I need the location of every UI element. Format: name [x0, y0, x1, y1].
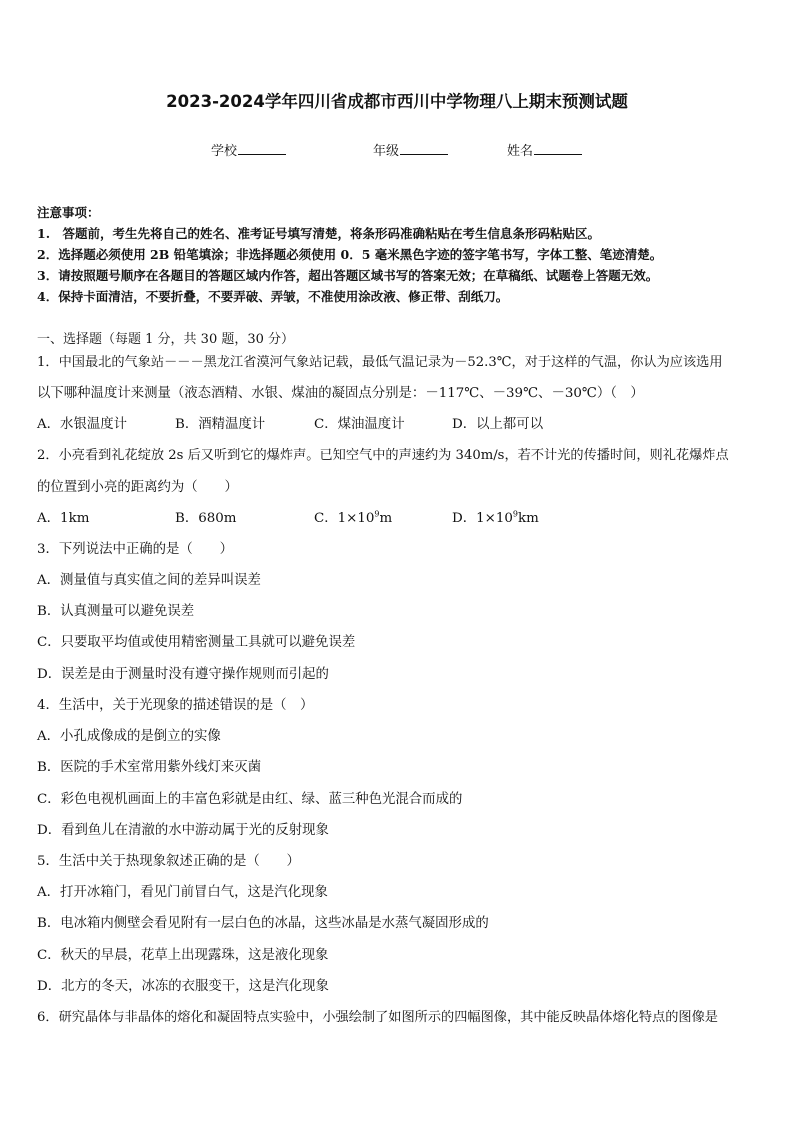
- question-5-option-b: B．电冰箱内侧壁会看见附有一层白色的冰晶，这些冰晶是水蒸气凝固形成的: [37, 916, 489, 931]
- question-6-stem: 6．研究晶体与非晶体的熔化和凝固特点实验中，小强绘制了如图所示的四幅图像，其中能反映晶体熔化特点的图像是: [37, 1010, 718, 1025]
- question-4-option-b: B．医院的手术室常用紫外线灯来灭菌: [37, 760, 262, 775]
- question-3-option-d: D．误差是由于测量时没有遵守操作规则而引起的: [37, 667, 329, 682]
- question-5-stem: 5．生活中关于热现象叙述正确的是（ ）: [37, 854, 300, 869]
- notice-title: 注意事项：: [37, 205, 100, 220]
- option-c-exponent: 9: [374, 509, 380, 519]
- notice-item: 1. 答题前，考生先将自己的姓名、准考证号填写清楚，将条形码准确粘贴在考生信息条形码粘贴区。: [37, 226, 601, 241]
- question-3-option-c: C．只要取平均值或使用精密测量工具就可以避免误差: [37, 635, 356, 650]
- grade-blank[interactable]: [400, 141, 448, 155]
- question-1-option-a: A．水银温度计: [37, 417, 128, 432]
- question-3-option-a: A．测量值与真实值之间的差异叫误差: [37, 573, 261, 588]
- option-c-unit: m: [379, 511, 393, 526]
- question-1-option-c: C．煤油温度计: [314, 417, 405, 432]
- section-title: 一、选择题（每题 1 分，共 30 题，30 分）: [37, 332, 295, 347]
- question-1-option-b: B．酒精温度计: [175, 417, 266, 432]
- question-5-option-c: C．秋天的早晨，花草上出现露珠，这是液化现象: [37, 948, 329, 963]
- school-label: 学校: [211, 144, 238, 159]
- option-c-base: C．1×10: [314, 511, 375, 526]
- question-2-option-c: [314, 510, 392, 528]
- question-3-stem: 3．下列说法中正确的是（ ）: [37, 542, 233, 557]
- question-4-option-d: D．看到鱼儿在清澈的水中游动属于光的反射现象: [37, 823, 329, 838]
- question-2-option-d: [452, 510, 539, 528]
- name-blank[interactable]: [534, 141, 582, 155]
- school-field[interactable]: [211, 140, 286, 159]
- name-field[interactable]: [507, 140, 582, 159]
- grade-field[interactable]: [373, 140, 448, 159]
- name-label: 姓名: [507, 144, 534, 159]
- question-1-stem-line2: 以下哪种温度计来测量（液态酒精、水银、煤油的凝固点分别是：－117℃、－39℃、－30℃）（ ）: [37, 386, 644, 401]
- grade-label: 年级: [373, 144, 400, 159]
- question-1-stem-line1: 1．中国最北的气象站－－－黑龙江省漠河气象站记载，最低气温记录为－52.3℃，对于这样的气温，你认为应该选用: [37, 355, 723, 370]
- student-info-fields: [0, 140, 794, 160]
- notice-item: 2．选择题必须使用 2B 铅笔填涂；非选择题必须使用 0．5 毫米黑色字迹的签字笔书写，字体工整、笔迹清楚。: [37, 247, 663, 262]
- question-2-stem-line1: 2．小亮看到礼花绽放 2s 后又听到它的爆炸声。已知空气中的声速约为 340m/s，若不计光的传播时间，则礼花爆炸点: [37, 448, 729, 463]
- question-3-option-b: B．认真测量可以避免误差: [37, 604, 195, 619]
- option-d-unit: km: [518, 511, 539, 526]
- question-2-stem-line2: 的位置到小亮的距离约为（ ）: [37, 480, 238, 495]
- question-2-option-b: B．680m: [175, 511, 237, 526]
- question-2-option-a: A．1km: [37, 511, 90, 526]
- notice-item: 4．保持卡面清洁，不要折叠，不要弄破、弄皱，不准使用涂改液、修正带、刮纸刀。: [37, 289, 509, 304]
- question-4-option-c: C．彩色电视机画面上的丰富色彩就是由红、绿、蓝三种色光混合而成的: [37, 792, 463, 807]
- option-d-exponent: 9: [512, 509, 518, 519]
- question-1-option-d: D．以上都可以: [452, 417, 544, 432]
- page-title: 2023-2024学年四川省成都市西川中学物理八上期末预测试题: [166, 92, 628, 111]
- option-d-base: D．1×10: [452, 511, 513, 526]
- question-5-option-a: A．打开冰箱门，看见门前冒白气，这是汽化现象: [37, 885, 328, 900]
- notice-item: 3．请按照题号顺序在各题目的答题区域内作答，超出答题区域书写的答案无效；在草稿纸、试题卷上答题无效。: [37, 268, 659, 283]
- question-4-option-a: A．小孔成像成的是倒立的实像: [37, 729, 221, 744]
- question-5-option-d: D．北方的冬天，冰冻的衣服变干，这是汽化现象: [37, 979, 329, 994]
- question-4-stem: 4．生活中，关于光现象的描述错误的是（ ）: [37, 698, 314, 713]
- school-blank[interactable]: [238, 141, 286, 155]
